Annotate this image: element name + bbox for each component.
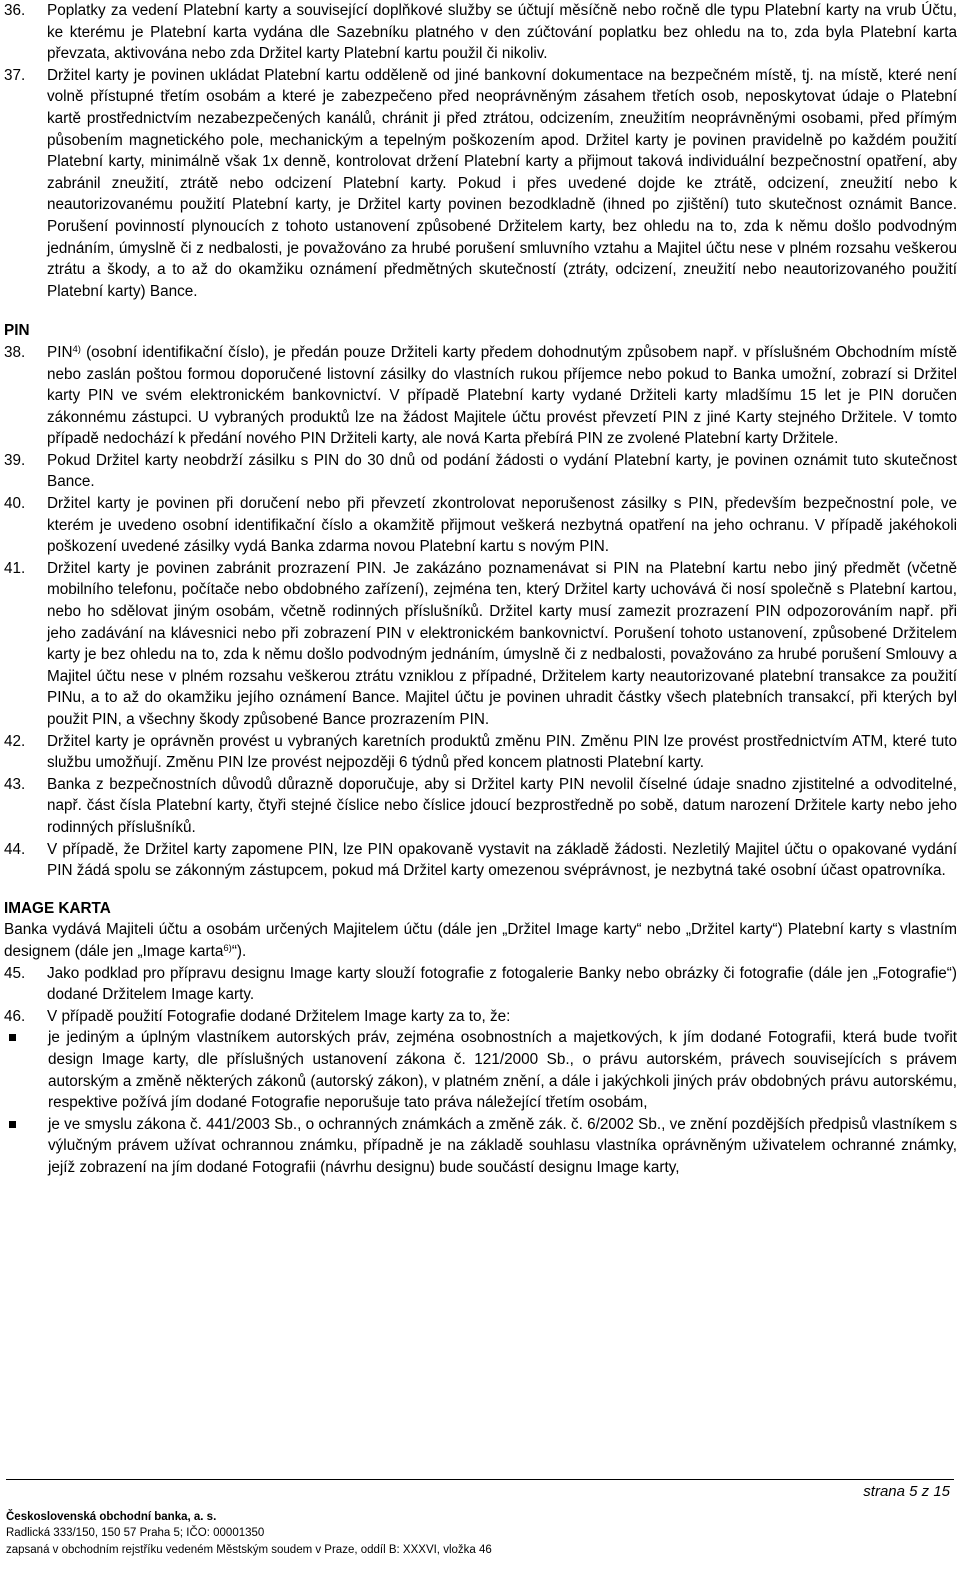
document-body (4, 0, 957, 1178)
page-number: strana 5 z 15 (863, 1483, 950, 1500)
bullet-text: je jediným a úplným vlastníkem autorských práv, zejména osobnostních a majetkových, k jím dodané Fotografii, která bude tvořit design Image karty, dle příslušných ustanovení zákona č. 121/2000 Sb., o právu autorském, právech souvisejících s právem autorským a změně některých zákonů (autorský zákon), v platném znění, a dále i jakýchkoli jiných práv obdobných právu autorskému, respektive požívá jím dodané Fotografie neporušuje tato práva náležející třetím osobám, (48, 1029, 957, 1112)
paragraph-number: 42. (4, 732, 26, 750)
paragraph-number: 40. (4, 495, 26, 513)
footer-company: Československá obchodní banka, a. s. (6, 1511, 217, 1523)
section-heading-image-karta: IMAGE KARTA (4, 899, 111, 917)
paragraph-43 (4, 774, 957, 839)
paragraph-39 (4, 450, 957, 493)
paragraph-number: 44. (4, 840, 26, 858)
paragraph-number: 39. (4, 451, 26, 469)
paragraph-text: Držitel karty je oprávněn provést u vybraných karetních produktů změnu PIN. Změnu PIN lze provést prostřednictvím ATM, které tuto službu umožňují. Změnu PIN lze provést nejpozději 6 týdnů před koncem platnosti Platební karty. (47, 732, 957, 772)
section-heading-pin: PIN (4, 322, 30, 340)
footer (6, 1509, 492, 1558)
paragraph-40 (4, 493, 957, 558)
paragraph-text: Poplatky za vedení Platební karty a související doplňkové služby se účtují měsíčně nebo ročně dle typu Platební karty na vrub Účtu, ke kterému je Platební karta vydána dle Sazebníku platného v den zúčtování poplatku bez ohledu na to, zda byla Platební karta převzata, aktivována nebo zda Držitel karty Platební kartu použil či nikoliv. (47, 2, 957, 63)
paragraph-number: 37. (4, 66, 26, 84)
paragraph-number: 43. (4, 775, 26, 793)
paragraph-text: Banka z bezpečnostních důvodů důrazně doporučuje, aby si Držitel karty PIN nevolil číselné údaje snadno zjistitelné a odvoditelné, např. část čísla Platební karty, čtyři stejné číslice nebo číslice jdoucí bezprostředně po sobě, datum narození Držitele karty nebo jeho rodinných příslušníků. (47, 775, 957, 836)
image-card-intro (4, 919, 957, 962)
paragraph-42 (4, 731, 957, 774)
intro-text: Banka vydává Majiteli účtu a osobám určených Majitelem účtu (dále jen „Držitel Image karty“ nebo „Držitel karty“) Platební karty s vlastním designem (dále jen „Image karta (4, 921, 957, 960)
paragraph-number: 45. (4, 964, 26, 982)
paragraph-text: Držitel karty je povinen zabránit prozrazení PIN. Je zakázáno poznamenávat si PIN na Platební kartu nebo jiný předmět (včetně mobilního telefonu, počítače nebo obdobného zařízení), zejména ten, který Držitel karty uchovává či nosí společně s Platební kartou, nebo ho sdělovat jiným osobám, včetně rodinných příslušníků. Držitel karty musí zamezit prozrazení PIN odpozorováním např. při jeho zadávání na klávesnici nebo při zobrazení PIN v elektronickém bankovnictví. Porušení tohoto ustanovení, způsobené Držitelem karty je bez ohledu na to, zda k němu došlo podvodným jednáním, úmyslně či z nedbalosti, považováno za hrubé porušení Smlouvy a Majitel účtu nese v plném rozsahu veškerou ztrátu vzniklou z případné, Držitelem karty neautorizované platební transakce za použití PINu, a to až do okamžiku jejího oznámení Bance. Majitel účtu je povinen uhradit částky všech platebních transakcí, při kterých byl použit PIN, a všechny škody způsobené Bance prozrazením PIN. (47, 559, 957, 728)
bullet-text: je ve smyslu zákona č. 441/2003 Sb., o ochranných známkách a změně zák. č. 6/2002 Sb., ve znění pozdějších předpisů vlastníkem s výlučným právem užívat ochrannou známku, případně je na základě souhlasu vlastníka oprávněným uživatelem ochranné známky, jejíž zobrazení na jím dodané Fotografii (návrhu designu) bude součástí designu Image karty, (48, 1115, 957, 1176)
square-bullet-icon (9, 1121, 16, 1128)
paragraph-44 (4, 839, 957, 882)
paragraph-text: Jako podklad pro přípravu designu Image karty slouží fotografie z fotogalerie Banky nebo obrázky či fotografie (dále jen „Fotografie“) dodané Držitelem Image karty. (47, 964, 957, 1004)
footer-address: Radlická 333/150, 150 57 Praha 5; IČO: 00001350 (6, 1527, 265, 1540)
paragraph-number: 41. (4, 559, 26, 577)
paragraph-46 (4, 1006, 957, 1028)
paragraph-41 (4, 558, 957, 731)
paragraph-37 (4, 65, 957, 303)
footer-registry: zapsaná v obchodním rejstříku vedeném Městským soudem v Praze, oddíl B: XXXVI, vložka 46 (6, 1543, 492, 1556)
paragraph-lead: PIN (47, 343, 73, 361)
paragraph-number: 46. (4, 1007, 26, 1025)
footnote-ref: 6) (223, 942, 232, 954)
footer-divider (6, 1479, 954, 1480)
bullet-item (4, 1027, 957, 1113)
paragraph-text: (osobní identifikační číslo), je předán pouze Držiteli karty předem dohodnutým způsobem např. v příslušném Obchodním místě nebo zaslán poštou formou doporučené listovní zásilky do vlastních rukou příjemce nebo pokud to Banka umožní, zobrazí si Držitel karty PIN ve svém elektronickém bankovnictví. V případě Platební karty vydané Držiteli karty mladšímu 15 let je PIN doručen zákonnému zástupci. U vybraných produktů lze na žádost Majitele účtu provést převzetí PIN z jiné Karty stejného Držitele. V tomto případě nedochází k předání nového PIN Držiteli karty, ale nová Karta přebírá PIN ze zvolené Platební karty Držitele. (47, 343, 957, 448)
paragraph-text: Držitel karty je povinen při doručení nebo při převzetí zkontrolovat neporušenost zásilky s PIN, především bezpečnostní pole, ve kterém je uvedeno osobní identifikační číslo a okamžitě přijmout veškerá nezbytná opatření na jeho ochranu. V případě jakéhokoli poškození uvedené zásilky vydá Banka zdarma novou Platební kartu s novým PIN. (47, 495, 957, 556)
footnote-ref: 4) (72, 343, 81, 355)
intro-text-end: “). (231, 942, 247, 960)
paragraph-text: Držitel karty je povinen ukládat Platební kartu odděleně od jiné bankovní dokumentace na bezpečném místě, tj. na místě, které není volně přístupné třetím osobám a které je zabezpečeno před neoprávněným zásahem třetích osob, neposkytovat údaje o Platební kartě prostřednictvím nezabezpečených kanálů, chránit ji před ztrátou, odcizením, zneužitím neoprávněnými osobami, před přímým působením magnetického pole, mechanickým a tepelným poškozením apod. Držitel karty je povinen pravidelně po každém použití Platební karty, minimálně však 1x denně, kontrolovat držení Platební karty a přijmout taková individuální bezpečnostní opatření, aby zabránil zneužití, ztrátě nebo odcizení Platební karty. Pokud i přes uvedené dojde ke ztrátě, odcizení, zneužití nebo k neautorizovanému použití Platební karty, je Držitel karty povinen bezodkladně (ihned po zjištění) tuto skutečnost oznámit Bance. Porušení povinností plynoucích z tohoto ustanovení způsobené Držitelem karty, bez ohledu na to, zda k němu došlo podvodným jednáním, úmyslně či z nedbalosti, je považováno za hrubé porušení smluvního vztahu a Majitel účtu nese v plném rozsahu veškerou ztrátu a škody, a to až do okamžiku oznámení předmětných skutečností (ztráty, odcizení, zneužití nebo neautorizovaného použití Platební karty) Bance. (47, 66, 957, 300)
paragraph-text: V případě, že Držitel karty zapomene PIN, lze PIN opakovaně vystavit na základě žádosti. Nezletilý Majitel účtu o opakované vydání PIN žádá spolu se zákonným zástupcem, pokud má Držitel karty omezenou svéprávnost, je nezbytná také osobní účast opatrovníka. (47, 840, 957, 880)
square-bullet-icon (9, 1034, 16, 1041)
paragraph-number: 38. (4, 343, 26, 361)
paragraph-number: 36. (4, 2, 26, 19)
paragraph-36 (4, 0, 957, 65)
paragraph-text: Pokud Držitel karty neobdrží zásilku s PIN do 30 dnů od podání žádosti o vydání Platební karty, je povinen oznámit tuto skutečnost Bance. (47, 451, 957, 491)
paragraph-38 (4, 342, 957, 450)
paragraph-45 (4, 963, 957, 1006)
bullet-item (4, 1114, 957, 1179)
paragraph-text: V případě použití Fotografie dodané Držitelem Image karty za to, že: (47, 1007, 511, 1025)
